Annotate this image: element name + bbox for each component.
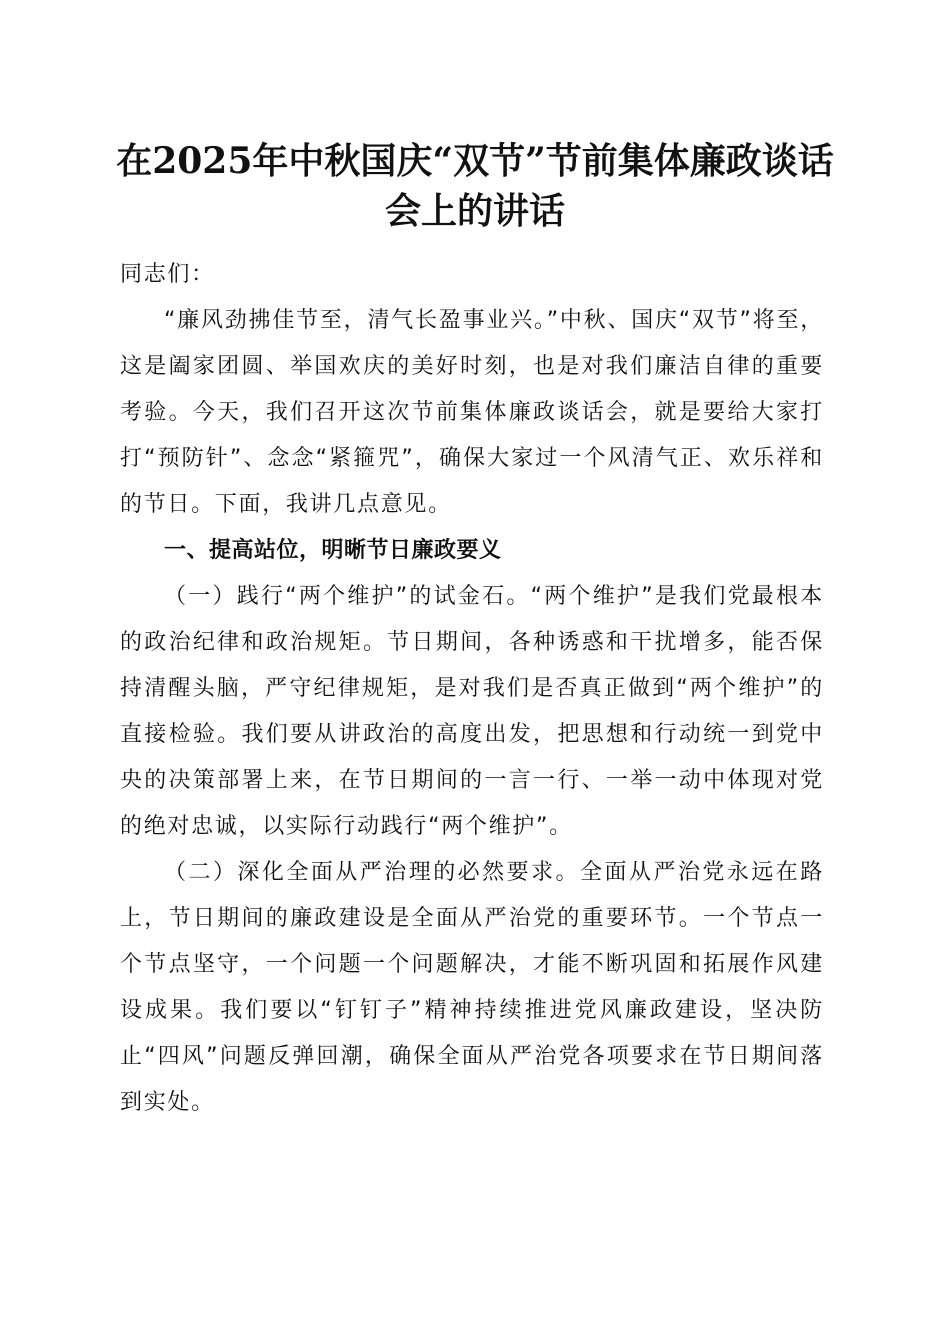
- section-1-item-1: [120, 574, 824, 850]
- item-1-text: “两个维护”是我们党最根本的政治纪律和政治规矩。节日期间，各种诱惑和干扰增多，能否保持清醒头脑，严守纪律规矩，是对我们是否真正做到“两个维护”的直接检验。我们要从讲政治的高度出发，把思想和行动统一到党中央的决策部署上来，在节日期间的一言一行、一举一动中体现对党的绝对忠诚，以实际行动践行“两个维护”。: [120, 584, 824, 839]
- intro-paragraph: “廉风劲拂佳节至，清气长盈事业兴。”中秋、国庆“双节”将至，这是阖家团圆、举国欢庆的美好时刻，也是对我们廉洁自律的重要考验。今天，我们召开这次节前集体廉政谈话会，就是要给大家打打“预防针”、念念“紧箍咒”，确保大家过一个风清气正、欢乐祥和的节日。下面，我讲几点意见。: [120, 308, 824, 517]
- item-1-lead: （一）践行“两个维护”的试金石。: [164, 584, 531, 609]
- section-1-heading: 一、提高站位，明晰节日廉政要义: [164, 538, 502, 563]
- document-title: 在2025年中秋国庆“双节”节前集体廉政谈话会上的讲话: [116, 140, 834, 232]
- section-1-item-2: [120, 850, 824, 1126]
- item-2-text: 全面从严治党永远在路上，节日期间的廉政建设是全面从严治党的重要环节。一个节点一个节点坚守，一个问题一个问题解决，才能不断巩固和拓展作风建设成果。我们要以“钉钉子”精神持续推进党风廉政建设，坚决防止“四风”问题反弹回潮，确保全面从严治党各项要求在节日期间落到实处。: [120, 860, 824, 1115]
- item-2-lead: （二）深化全面从严治理的必然要求。: [164, 860, 581, 885]
- salutation: 同志们：: [120, 262, 215, 287]
- document-body: [120, 252, 824, 1126]
